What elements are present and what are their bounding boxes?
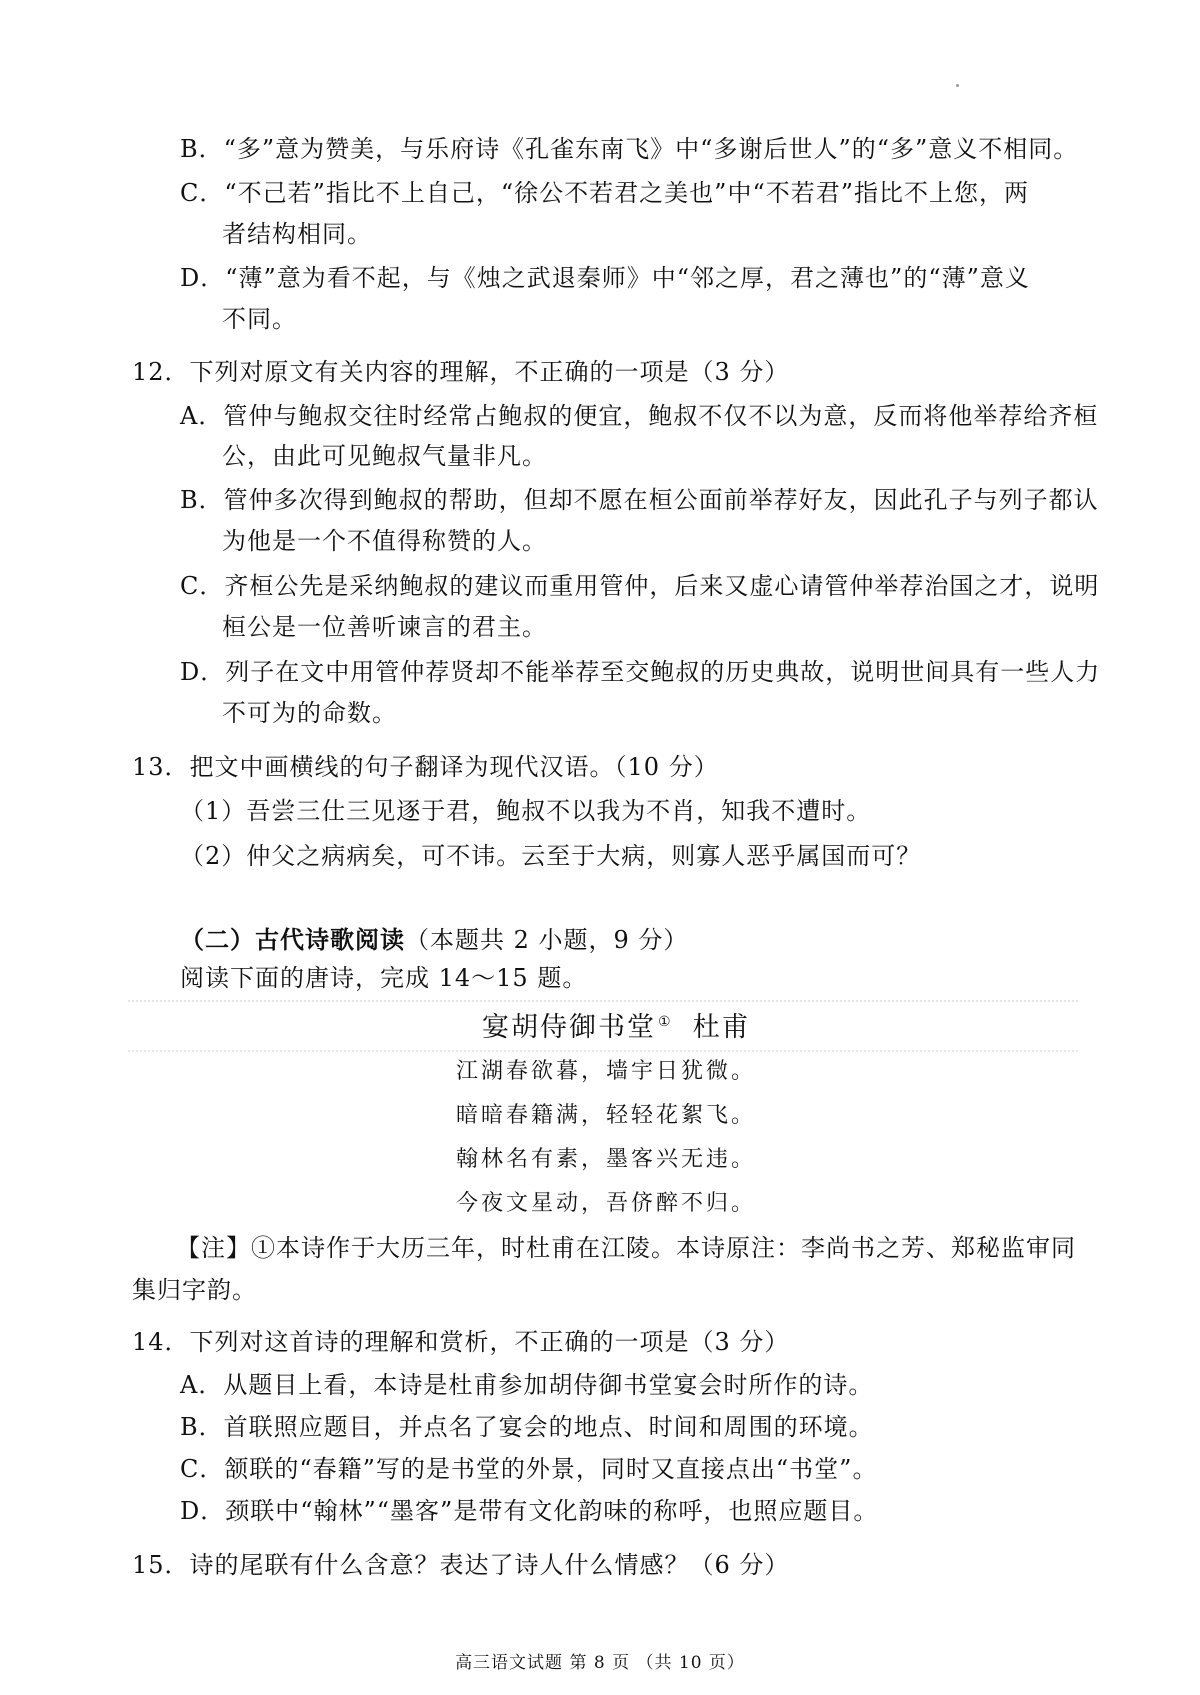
- q11-option-d-line2: 不同。: [222, 305, 297, 333]
- poem-line-4: 今夜文星动，吾侪醉不归。: [456, 1191, 757, 1216]
- q12-stem: 12．下列对原文有关内容的理解，不正确的一项是（3 分）: [132, 358, 790, 386]
- q12-option-a-line2: 公，由此可见鲍叔气量非凡。: [222, 442, 547, 470]
- section-heading-bold: （二）古代诗歌阅读: [180, 925, 405, 954]
- poem-title-line: [482, 1006, 751, 1044]
- q12-option-b-line1: B．管仲多次得到鲍叔的帮助，但却不愿在桓公面前举荐好友，因此孔子与列子都认: [180, 486, 1099, 514]
- scan-dots-top: [128, 1000, 1078, 1002]
- page-footer: 高三语文试题 第 8 页 （共 10 页）: [455, 1653, 745, 1673]
- q12-option-a-line1: A．管仲与鲍叔交往时经常占鲍叔的便宜，鲍叔不仅不以为意，反而将他举荐给齐桓: [180, 402, 1099, 430]
- scan-dots-bottom: [128, 1050, 1078, 1052]
- q12-option-b-line2: 为他是一个不值得称赞的人。: [222, 527, 547, 555]
- q14-stem: 14．下列对这首诗的理解和赏析，不正确的一项是（3 分）: [132, 1328, 790, 1356]
- q14-option-d: D．颈联中“翰林”“墨客”是带有文化韵味的称呼，也照应题目。: [180, 1497, 879, 1525]
- q11-option-d-line1: D．“薄”意为看不起，与《烛之武退秦师》中“邻之厚，君之薄也”的“薄”意义: [180, 264, 1030, 292]
- q11-option-b: B．“多”意为赞美，与乐府诗《孔雀东南飞》中“多谢后世人”的“多”意义不相同。: [180, 135, 1079, 163]
- q15-stem: 15．诗的尾联有什么含意？表达了诗人什么情感？（6 分）: [132, 1551, 790, 1579]
- q12-option-c-line2: 桓公是一位善听谏言的君主。: [222, 613, 547, 641]
- poem-title: 宴胡侍御书堂: [482, 1012, 656, 1043]
- q12-option-d-line1: D．列子在文中用管仲荐贤却不能举荐至交鲍叔的历史典故，说明世间具有一些人力: [180, 658, 1101, 686]
- poem-line-3: 翰林名有素，墨客兴无违。: [456, 1147, 757, 1172]
- poem-line-2: 暗暗春籍满，轻轻花絮飞。: [456, 1103, 757, 1128]
- q14-option-a: A．从题目上看，本诗是杜甫参加胡侍御书堂宴会时所作的诗。: [180, 1371, 874, 1399]
- section-heading: [180, 924, 688, 956]
- q11-option-c-line2: 者结构相同。: [222, 220, 372, 248]
- poem-note-line1: 【注】①本诗作于大历三年，时杜甫在江陵。本诗原注：李尚书之芳、郑秘监审同: [176, 1234, 1076, 1262]
- q12-option-c-line1: C．齐桓公先是采纳鲍叔的建议而重用管仲，后来又虚心请管仲举荐治国之才，说明: [180, 572, 1100, 600]
- poem-note-mark: ①: [658, 1014, 673, 1030]
- section-instruction: 阅读下面的唐诗，完成 14～15 题。: [180, 964, 588, 992]
- q14-option-b: B．首联照应题目，并点名了宴会的地点、时间和周围的环境。: [180, 1413, 874, 1441]
- poem-author: 杜甫: [692, 1012, 751, 1043]
- q13-sentence-1: （1）吾尝三仕三见逐于君，鲍叔不以我为不肖，知我不遭时。: [180, 797, 872, 825]
- section-heading-rest: （本题共 2 小题，9 分）: [405, 926, 689, 954]
- q14-option-c: C．颔联的“春籍”写的是书堂的外景，同时又直接点出“书堂”。: [180, 1455, 878, 1483]
- q13-sentence-2: （2）仲父之病病矣，可不讳。云至于大病，则寡人恶乎属国而可？: [180, 842, 922, 870]
- poem-note-line2: 集归字韵。: [132, 1276, 257, 1304]
- q11-option-c-line1: C．“不己若”指比不上自己，“徐公不若君之美也”中“不若君”指比不上您，两: [180, 179, 1029, 207]
- q12-option-d-line2: 不可为的命数。: [222, 699, 397, 727]
- scan-speck: [956, 84, 959, 87]
- q13-stem: 13．把文中画横线的句子翻译为现代汉语。（10 分）: [132, 753, 719, 781]
- poem-line-1: 江湖春欲暮，墙宇日犹微。: [456, 1059, 757, 1084]
